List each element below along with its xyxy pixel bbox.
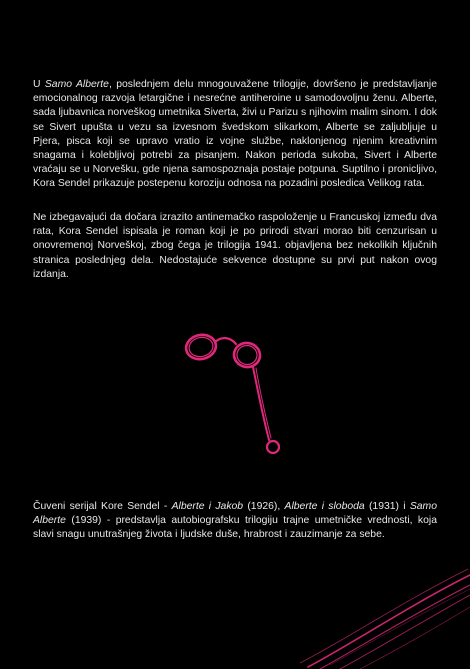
book-title-alberte-i-sloboda: Alberte i sloboda [284, 501, 365, 512]
book-title-samo-alberte-2: Samo Alberte [33, 501, 437, 527]
lead-text: U [33, 79, 45, 90]
paragraph-2-body: Ne izbegavajući da dočara izrazito antinemačko raspoloženje u Francuskoj između dva rata, Kora Sendel ispisala je roman koji je po prirodi stvari morao biti cenzurisan u onovremenoj Norveškoj, zbog čega je trilogija 1941. objavljena bez nekolikih ključnih stranica poslednjeg dela. Nedostajuće sekvence dostupne su prvi put nakon ovog izdanja. [33, 212, 437, 280]
description-paragraph-3: Čuveni serijal Kore Sendel - Alberte i Jakob (1926), Alberte i sloboda (1931) i Samo Alberte (1939) - predstavlja autobiografsku trilogiju trajne umetničke vrednosti, koja slavi snagu unutrašnjeg života i ljudske duše, hrabrost i zauzimanje za sebe. [33, 501, 437, 541]
lorgnette-illustration [178, 322, 298, 462]
book-title-samo-alberte: Samo Alberte [44, 79, 109, 90]
description-paragraph-1 [33, 78, 437, 192]
pink-brush-streaks [300, 565, 470, 669]
description-paragraph-2 [33, 211, 437, 282]
paragraph-1-body: , poslednjem delu mnogouvažene trilogije, dovršeno je predstavljanje emocionalnog razvoja letargične i nesrećne antiheroine u samodovoljnu ženu. Alberte, sada ljubavnica norveškog umetnika Siverta, živi u Parizu s njihovim malim sinom. I dok se Sivert upušta u vezu sa izvesnom švedskom slikarkom, Alberte se zaljubljuje u Pjera, pisca koji se upravo vratio iz vojne službe, naklonjenog njenim kreativnim snagama i kolebljivoj potrebi za pisanjem. Nakon perioda sukoba, Sivert i Alberte vraćaju se u Norvešku, gde njena samospoznaja postaje potpuna. Suptilno i pronicljivo, Kora Sendel prikazuje postepenu koroziju odnosa na pozadini posledica Velikog rata. [33, 79, 437, 190]
book-title-alberte-i-jakob: Alberte i Jakob [171, 501, 244, 512]
